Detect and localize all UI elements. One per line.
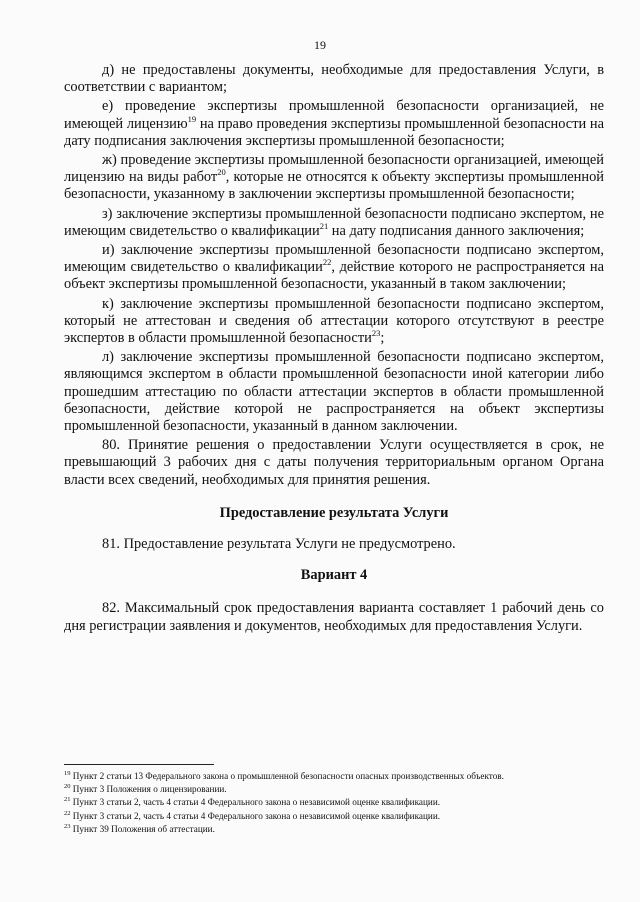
item-k-text-b: ; <box>380 330 385 347</box>
item-z <box>64 206 604 240</box>
footnote-number: 21 <box>64 796 71 804</box>
footnote-ref-20[interactable]: 20 <box>217 167 226 178</box>
item-e <box>64 98 604 150</box>
footnote-number: 20 <box>64 783 71 791</box>
footnote-number: 22 <box>64 809 71 817</box>
item-i <box>64 242 604 294</box>
item-i-text-a: и) заключение экспертизы промышленной безопасности подписано экспертом, имеющим свидетельство о квалификации <box>64 242 604 276</box>
item-k-text-a: к) заключение экспертизы промышленной безопасности подписано экспертом, который не аттестован и сведения об аттестации которого отсутствуют в реестре экспертов в области промышленной безопасности <box>64 295 604 347</box>
item-e-text-b: на право проведения экспертизы промышленной безопасности на дату подписания заключения экспертизы промышленной безопасности; <box>64 115 604 149</box>
footnote-text: Пункт 3 статьи 2, часть 4 статьи 4 Федерального закона о независимой оценке квалификации. <box>70 810 441 821</box>
footnote-21 <box>64 796 604 809</box>
item-e-text-a: е) проведение экспертизы промышленной безопасности организацией, не имеющей лицензию <box>64 98 604 132</box>
page-number: 19 <box>314 38 326 52</box>
section-heading-variant-4: Вариант 4 <box>300 567 368 584</box>
footnotes <box>64 770 604 836</box>
footnote-20 <box>64 783 604 796</box>
paragraph-80: 80. Принятие решения о предоставлении Услуги осуществляется в срок, не превышающий 3 рабочих дня с даты получения территориальным органом Органа власти всех сведений, необходимых для принятия решения. <box>64 437 604 488</box>
footnote-text: Пункт 3 Положения о лицензировании. <box>70 784 227 795</box>
footnote-ref-23[interactable]: 23 <box>371 328 381 339</box>
item-k <box>64 296 604 348</box>
paragraph-81: 81. Предоставление результата Услуги не предусмотрено. <box>102 536 456 553</box>
item-zh-text-b: , которые не относятся к объекту экспертизы промышленной безопасности, указанному в заключении экспертизы промышленной безопасности; <box>64 169 604 203</box>
footnote-number: 23 <box>64 822 71 830</box>
footnote-ref-21[interactable]: 21 <box>319 220 329 231</box>
footnote-ref-22[interactable]: 22 <box>322 257 332 268</box>
item-d: д) не предоставлены документы, необходимые для предоставления Услуги, в соответствии с вариантом; <box>64 62 604 96</box>
item-z-text-b: на дату подписания данного заключения; <box>328 222 585 239</box>
footnote-22 <box>64 810 604 823</box>
item-z-text-a: з) заключение экспертизы промышленной безопасности подписано экспертом, не имеющим свидетельство о квалификации <box>64 205 604 239</box>
section-heading-result: Предоставление результата Услуги <box>219 504 449 521</box>
footnote-ref-19[interactable]: 19 <box>187 113 197 124</box>
item-zh <box>64 152 604 204</box>
footnote-text: Пункт 3 статьи 2, часть 4 статьи 4 Федерального закона о независимой оценке квалификации. <box>70 797 441 808</box>
item-i-text-b: , действие которого не распространяется на объект экспертизы промышленной безопасности, указанный в таком заключении; <box>64 259 604 293</box>
document-body <box>64 62 604 635</box>
footnote-19 <box>64 770 604 783</box>
footnote-text: Пункт 39 Положения об аттестации. <box>70 823 215 834</box>
item-zh-text-a: ж) проведение экспертизы промышленной безопасности организацией, имеющей лицензию на виды работ <box>64 152 604 186</box>
footnote-separator <box>64 764 214 765</box>
footnote-number: 19 <box>64 770 71 777</box>
item-l: л) заключение экспертизы промышленной безопасности подписано экспертом, являющимся экспертом в области промышленной безопасности иной категории либо прошедшим аттестацию по области аттестации экспертов в области промышленной безопасности, действие которой не распространяется на объект экспертизы промышленной безопасности, указанный в данном заключении. <box>64 349 604 435</box>
paragraph-82: 82. Максимальный срок предоставления варианта составляет 1 рабочий день со дня регистрации заявления и документов, необходимых для предоставления Услуги. <box>64 600 604 634</box>
footnote-23 <box>64 823 604 836</box>
footnote-text: Пункт 2 статьи 13 Федерального закона о промышленной безопасности опасных производственных объектов. <box>70 771 504 781</box>
